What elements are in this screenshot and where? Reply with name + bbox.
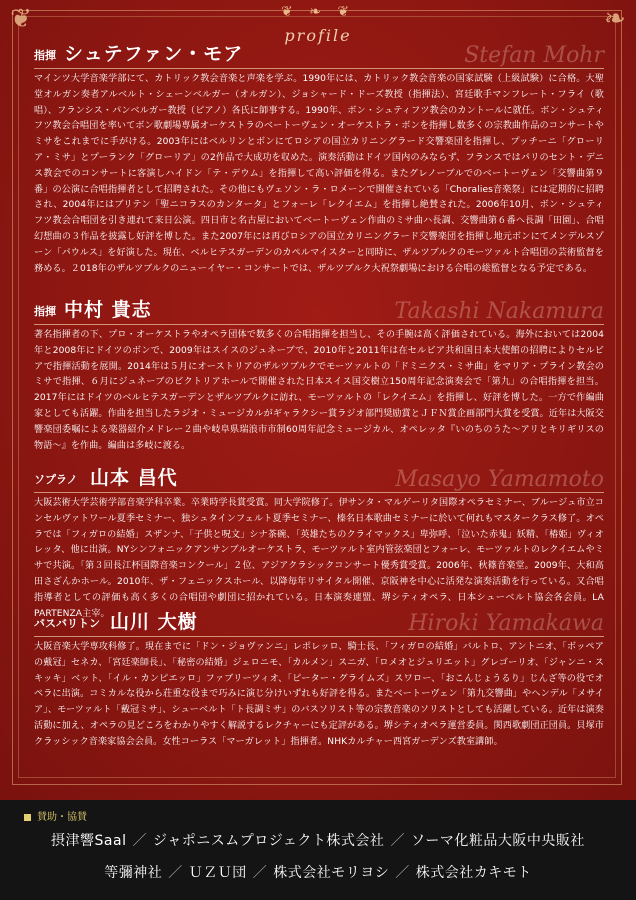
- artist-bio: 大阪芸術大学芸術学部音楽学科卒業。卒業時学長賞受賞。同大学院修了。伊サンタ・マルゲーリタ国際オペラセミナー、ブルージュ市立コンセルヴァトワール夏季セミナー、独シュタインフェルト夏季セミナー、榛名日本歌曲セミナーに於いて何れもマスタークラス修了。オペラでは「フィガロの結婚」スザンナ、「子供と呪文」シナ茶碗、「英雄たちのクライマックス」卑弥呼、「泣いた赤鬼」妖精、「椿姫」ヴィオレッタ、他に出演。NYシンフォニックアンサンブルオーケストラ、モーツァルト室内管弦楽団とフォーレ、モーツァルトのレクイエムやミサで共演。「第３回長江杯国際音楽コンクール」２位、アジアクラシックコンサート優秀賞受賞。2006年、秋篠音楽堂。2009年、大和高田さざんかホール。2010年、ザ・フェニックスホール、以降毎年リサイタル開催、京阪神を中心に活発な演奏活動を行っている。又合唱指導者としての評価も高く多くの合唱団や劇団に招かれている。日本演奏連盟、堺シティオペラ、日本シューベルト協会各会員。LA PARTENZA主宰。: [34, 498, 614, 619]
- separator: ／: [168, 865, 183, 881]
- artist-name-en: Masayo Yamamoto: [395, 467, 604, 492]
- top-ornament-icon: ❦ ❧ ❦: [280, 4, 356, 20]
- divider: [34, 492, 604, 493]
- sponsor-name: 株式会社カキモト: [415, 865, 532, 881]
- sponsor-label: 賛助・協賛: [37, 812, 87, 823]
- separator: ／: [395, 865, 410, 881]
- artist-role: 指揮: [34, 305, 56, 318]
- artist-bio: マインツ大学音楽学部にて、カトリック教会音楽と声楽を学ぶ。1990年には、カトリック教会音楽の国家試験（上級試験）に合格。大聖堂オルガン奏者アルベルト・シェーンベルガー（オルガン）、ジョシャード・ドーズ教授（指揮法）、宮廷歌手マンフレート・フライ（歌唱）、フランシス・パンベルガー教授（ピアノ）各氏に師事する。1990年、ボン・シュティフツ教会のカントールに就任。ボン・シュティフツ教会合唱団を率いてボン歌劇場専属オーケストラのベートーヴェン・オーケストラ・ボンを指揮し数多くの宗教曲作品のコンサートやミサをこれまでに手がける。2003年にはベルリンとボンにてロシアの国立カリニングラード交響楽団を指揮し、プッチーニ「グローリア・ミサ」とプーランク「グローリア」の2作品で大成功を収めた。演奏活動はドイツ国内のみならず、フランスではパリのセント・デニス教会でのコンサートに客演しハイドン「テ・デウム」を指揮して高い評価を得る。またグレノーブルでのベートーヴェン「交響曲第９番」の公演に合唱指揮者として招聘された。その他にもヴェソン・ラ・ロメーンで開催されている「Choralies音楽祭」には定期的に招聘され、2004年にはブリテン「聖ニコラスのカンタータ」とフォーレ「レクイエム」を指揮し絶賛された。2006年10月、ボン・シュティフツ教会合唱団を引き連れて来日公演。四日市と名古屋においてベートーヴェン作曲のミサ曲ハ長調、交響曲第６番ヘ長調「田園」、合唱幻想曲の３作品を披露し好評を博した。また2007年には再びロシアの国立カリニングラード交響楽団を指揮し地元ボンにてメンデルスゾーン「パウルス」を好演した。現在、ベルヒテスガーデンのカペルマイスターと同時に、ザルツブルクのモーツァルト合唱団の芸術監督を務める。２018年のザルツブルクのニューイヤー・コンサートでは、ザルツブルク大祝祭劇場における合唱の総監督となる予定である。: [34, 74, 604, 274]
- divider: [34, 636, 604, 637]
- divider: [34, 324, 604, 325]
- separator: ／: [132, 833, 147, 849]
- artist-bio: 著名指揮者の下、プロ・オーケストラやオペラ団体で数多くの合唱指揮を担当し、その手腕は高く評価されている。海外においては2004年と2008年にドイツのボンで、2009年はスイスのジュネーブで、2010年と2011年は在セルビア共和国日本大使館の招聘によりセルビアで指揮活動を展開。2014年は５月にオーストリアのザルツブルクでモーツァルトの「ドミニクス・ミサ曲」をマリア・プライン教会のミサで指揮、６月にジュネーブのビクトリアホールで開催された日本スイス国交樹立150周年記念演奏会で「第九」の合唱指揮を担当。2017年にはドイツのベルヒテスガーデンとザルツブルクに訪れ、モーツァルトの「レクイエム」を指揮し、好評を博した。一方で作編曲家としても活躍。作曲を担当したラジオ・ミュージカルがギャラクシー賞ラジオ部門奨励賞とＪＦＮ賞企画部門大賞を受賞。近年は大阪交響楽団委嘱による楽器紹介メドレー２曲や岐阜県瑞浪市市制60周年記念ミュージカル、オペレッタ『いのちのうた～アリとキリギリスの物語～』を作曲。編曲は多岐に渡る。: [34, 330, 604, 451]
- square-bullet-icon: [24, 814, 31, 821]
- sponsor-name: 等彌神社: [104, 865, 163, 881]
- artist-name-en: Hiroki Yamakawa: [408, 611, 604, 636]
- artist-role: バスバリトン: [34, 617, 100, 630]
- artist-name-ja: 中村 貴志: [64, 299, 152, 321]
- artist-role: ソプラノ: [34, 473, 78, 486]
- sponsor-name: ジャポニスムプロジェクト株式会社: [152, 833, 385, 849]
- artist-name-ja: 山川 大樹: [110, 611, 198, 633]
- sponsor-footer: [0, 800, 636, 900]
- separator: ／: [390, 833, 405, 849]
- sponsor-name: 摂津響Saal: [51, 833, 127, 849]
- sponsor-name: 株式会社モリヨシ: [273, 865, 390, 881]
- corner-ornament-icon: ❦: [10, 4, 32, 34]
- sponsor-name: ＵＺＵ団: [188, 865, 247, 881]
- page-title: profile: [284, 26, 352, 45]
- artist-section: [34, 40, 604, 277]
- sponsor-line-2: [0, 862, 636, 882]
- artist-bio: 大阪音楽大学専攻科修了。現在までに「ドン・ジョヴァンニ」レポレッロ、騎士長、「フィガロの結婚」バルトロ、アントニオ、「ボッペアの戴冠」セネカ、「宮廷楽師長」、「秘密の結婚」ジェロニモ、「カルメン」スニガ、「ロメオとジュリエット」グレゴーリオ、「ジャンニ・スキッキ」ベット、「イル・カンピエッロ」ファブリーツィオ、「ピーター・グライムズ」スワロー、「おこんじょうるり」じんざ等の役でオペラに出演。コミカルな役から荘重な役まで巧みに演じ分けいずれも好評を得る。またベートーヴェン「第九交響曲」やヘンデル「メサイア」、モーツァルト「戴冠ミサ」、シューベルト「ト長調ミサ」のバスソリスト等の宗教音楽のソリストとしても活躍している。近年は演奏活動に加え、オペラの見どころをわかりやすく解説するレクチャーにも定評がある。堺シティオペラ運営委員。関西歌劇団正団員。貝塚市クラッシック音楽家協会会員。女性コーラス「マーガレット」指揮者。NHKカルチャー西宮ガーデンズ教室講師。: [34, 642, 604, 747]
- sponsor-name: ソーマ化粧品大阪中央販社: [410, 833, 585, 849]
- sponsor-heading: [24, 808, 87, 823]
- artist-name-en: Stefan Mohr: [464, 43, 604, 68]
- artist-section: [34, 464, 614, 622]
- corner-ornament-icon: ❧: [604, 4, 626, 34]
- artist-name-en: Takashi Nakamura: [394, 299, 604, 324]
- artist-section: [34, 296, 604, 454]
- artist-name-ja: 山本 昌代: [90, 467, 178, 489]
- artist-name-ja: シュテファン・モア: [64, 43, 244, 65]
- artist-role: 指揮: [34, 49, 56, 62]
- sponsor-line-1: [0, 830, 636, 850]
- separator: ／: [252, 865, 268, 881]
- divider: [34, 68, 604, 69]
- artist-section: [34, 608, 604, 751]
